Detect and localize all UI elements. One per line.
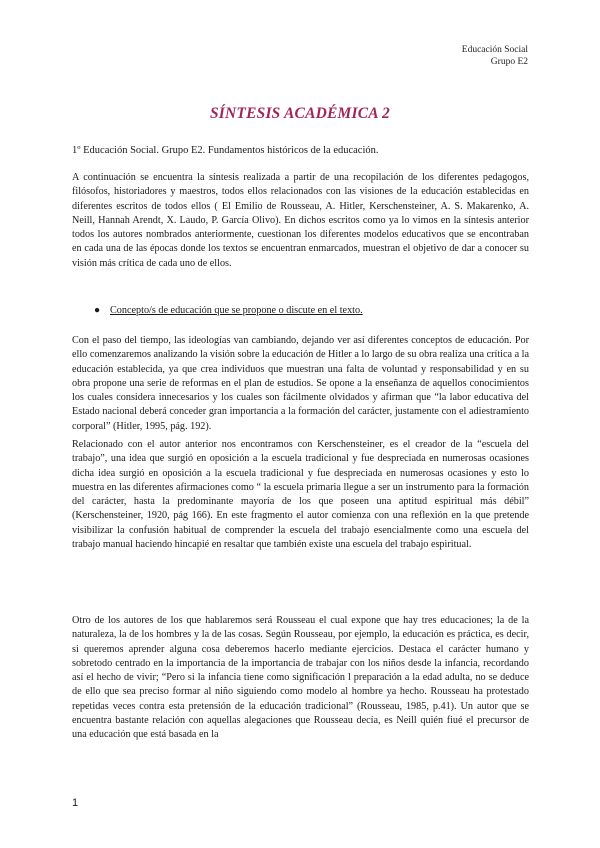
document-title: SÍNTESIS ACADÉMICA 2: [209, 105, 391, 122]
paragraph-kerschensteiner: Relacionado con el autor anterior nos encontramos con Kerschensteiner, es el creador de la “escuela del trabajo”, una idea que surgió en oposición a la escuela tradicional y fue despreciada en numerosas ocasiones dicha idea surgió en oposición a la escuela tradicional y fue despreciada en numerosas ocasiones y esto lo muestra en las diferentes afirmaciones como “ la escuela primaria llegue a ser un instrumento para la formación del carácter, hasta la predominante mayoría de los que poseen una aptitud espiritual más débil” (Kerschensteiner, 1920, pág 166). En este fragmento el autor comienza con una reflexión en la que pretende visibilizar la confusión habitual de comprender la escuela del trabajo esencialmente como una escuela del trabajo manual haciendo hincapié en resaltar que también existe una escuela del trabajo espiritual.: [72, 439, 529, 551]
paragraph-intro: A continuación se encuentra la síntesis realizada a partir de una recopilación de los diferentes pedagogos, filósofos, historiadores y maestros, todos ellos relacionados con las visiones de la educación establecidas en diferentes escritos de todos ellos ( El Emilio de Rousseau, A. Hitler, Kerschensteiner, A. S. Makarenko, A. Neill, Hannah Arendt, X. Laudo, P. García Olivo). En dichos escritos como ya lo vimos en la síntesis anterior todos los autores nombrados anteriormente, cuestionan los diferentes modelos educativos que se encontraban en cada una de las épocas donde los textos se encuentran enmarcados, muestran el objetivo de dar a conocer su visión más crítica de cada uno de ellos.: [72, 172, 529, 269]
bullet-dot-icon: ●: [94, 305, 101, 316]
paragraph-rousseau: Otro de los autores de los que hablaremos será Rousseau el cual expone que hay tres educaciones; la de la naturaleza, la de los hombres y la de las cosas. Según Rousseau, por ejemplo, la educación es práctica, es decir, si queremos aprender alguna cosa deberemos hacerlo mediante ejercicios. Destaca el carácter humano y sobretodo centrado en la importancia de la importancia de trabajar con los niños desde la infancia, recordando así el hecho de vivir; “Pero si la infancia tiene como significación l preparación a la edad adulta, no se deduce de ello que sea preciso formar al niño siguiendo como modelo al hombre ya hecho. Rousseau ha protestado repetidas veces contra esta pretensión de la educación tradicional” (Rousseau, 1985, p.41). Un autor que se encuentra bastante relación con aquellas alegaciones que Rousseau decía, es Neill quién fiué el precursor de una educación que está basada en la: [72, 615, 529, 741]
bullet-item: [94, 304, 514, 318]
paragraph-hitler: Con el paso del tiempo, las ideologías van cambiando, dejando ver así diferentes conceptos de educación. Por ello comenzaremos analizando la visión sobre la educación de Hitler a lo largo de su obra realiza una crítica a la educación establecida, ya que crea individuos que muestran una falta de voluntad y responsabilidad y en su obra propone una serie de reformas en el plan de estudios. Se opone a la enseñanza de aquellos conocimientos los cuales considera innecesarios y los cuales son fácilmente olvidados y afirman que “la labor educativa del Estado nacional deberá conceder gran importancia a la formación del carácter, justamente con el adiestramiento corporal” (Hitler, 1995, pág. 192).: [72, 335, 529, 432]
page-header: [462, 44, 528, 68]
header-line-2: Grupo E2: [490, 57, 528, 67]
page-number: 1: [72, 797, 79, 809]
document-subtitle: 1º Educación Social. Grupo E2. Fundamentos históricos de la educación.: [72, 145, 379, 156]
header-line-1: Educación Social: [461, 45, 528, 55]
bullet-text: Concepto/s de educación que se propone o discute en el texto.: [110, 305, 363, 316]
